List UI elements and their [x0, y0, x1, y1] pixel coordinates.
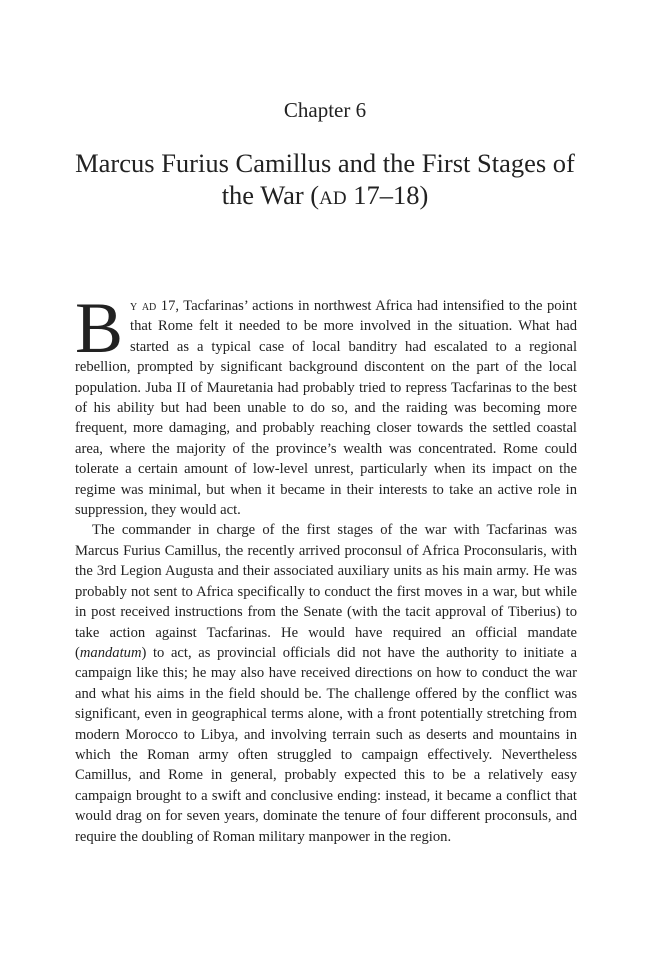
drop-cap: B — [75, 288, 124, 368]
chapter-title-main: Marcus Furius Camillus and the First Stages of the War ( — [75, 148, 575, 210]
chapter-title-era: ad — [319, 180, 347, 210]
lead-word: y — [130, 298, 138, 314]
era-marker: ad — [141, 298, 157, 314]
chapter-title-years: 17–18) — [346, 180, 429, 210]
paragraph-2 — [75, 520, 577, 847]
paragraph-2-text-b: ) to act, as provincial officials did not have the authority to initiate a campaign like this; he may also have received directions on how to conduct the war and what his aims in the field should be. The challenge offered by the conflict was significant, even in geographical terms alone, with a front potentially stretching from modern Morocco to Libya, and involving terrain such as deserts and mountains in which the Roman army often struggled to campaign effectively. Nevertheless Camillus, and Rome in general, probably expected this to be a relatively easy campaign brought to a swift and conclusive ending: instead, it became a conflict that would drag on for seven years, dominate the tenure of four different proconsuls, and require the doubling of Roman military manpower in the region. — [75, 644, 577, 845]
body-text — [75, 288, 577, 847]
chapter-title — [70, 147, 580, 211]
chapter-label: Chapter 6 — [283, 98, 367, 122]
italic-term: mandatum — [79, 644, 142, 661]
paragraph-2-text-a: The commander in charge of the first stages of the war with Tacfarinas was Marcus Furius Camillus, the recently arrived proconsul of Africa Proconsularis, with the 3rd Legion Augusta and their associated auxiliary units as his main army. He was probably not sent to Africa specifically to conduct the first moves in a war, but while in post received instructions from the Senate (with the tacit approval of Tiberius) to take action against Tacfarinas. He would have required an official mandate ( — [75, 522, 577, 661]
paragraph-1-text: 17, Tacfarinas’ actions in northwest Africa had intensified to the point that Rome felt it needed to be more involved in the situation. What had started as a typical case of local banditry had escalated to a regional rebellion, prompted by significant background discontent on the part of the local population. Juba II of Mauretania had probably tried to repress Tacfarinas to the best of his ability but had been unable to do so, and the raiding was becoming more frequent, more damaging, and probably reaching closer towards the settled coastal area, where the majority of the province’s wealth was concentrated. Rome could tolerate a certain amount of low-level unrest, particularly when its impact on the regime was minimal, but when it became in their interests to take an active role in suppression, they would act. — [75, 298, 577, 519]
paragraph-1 — [75, 288, 577, 520]
